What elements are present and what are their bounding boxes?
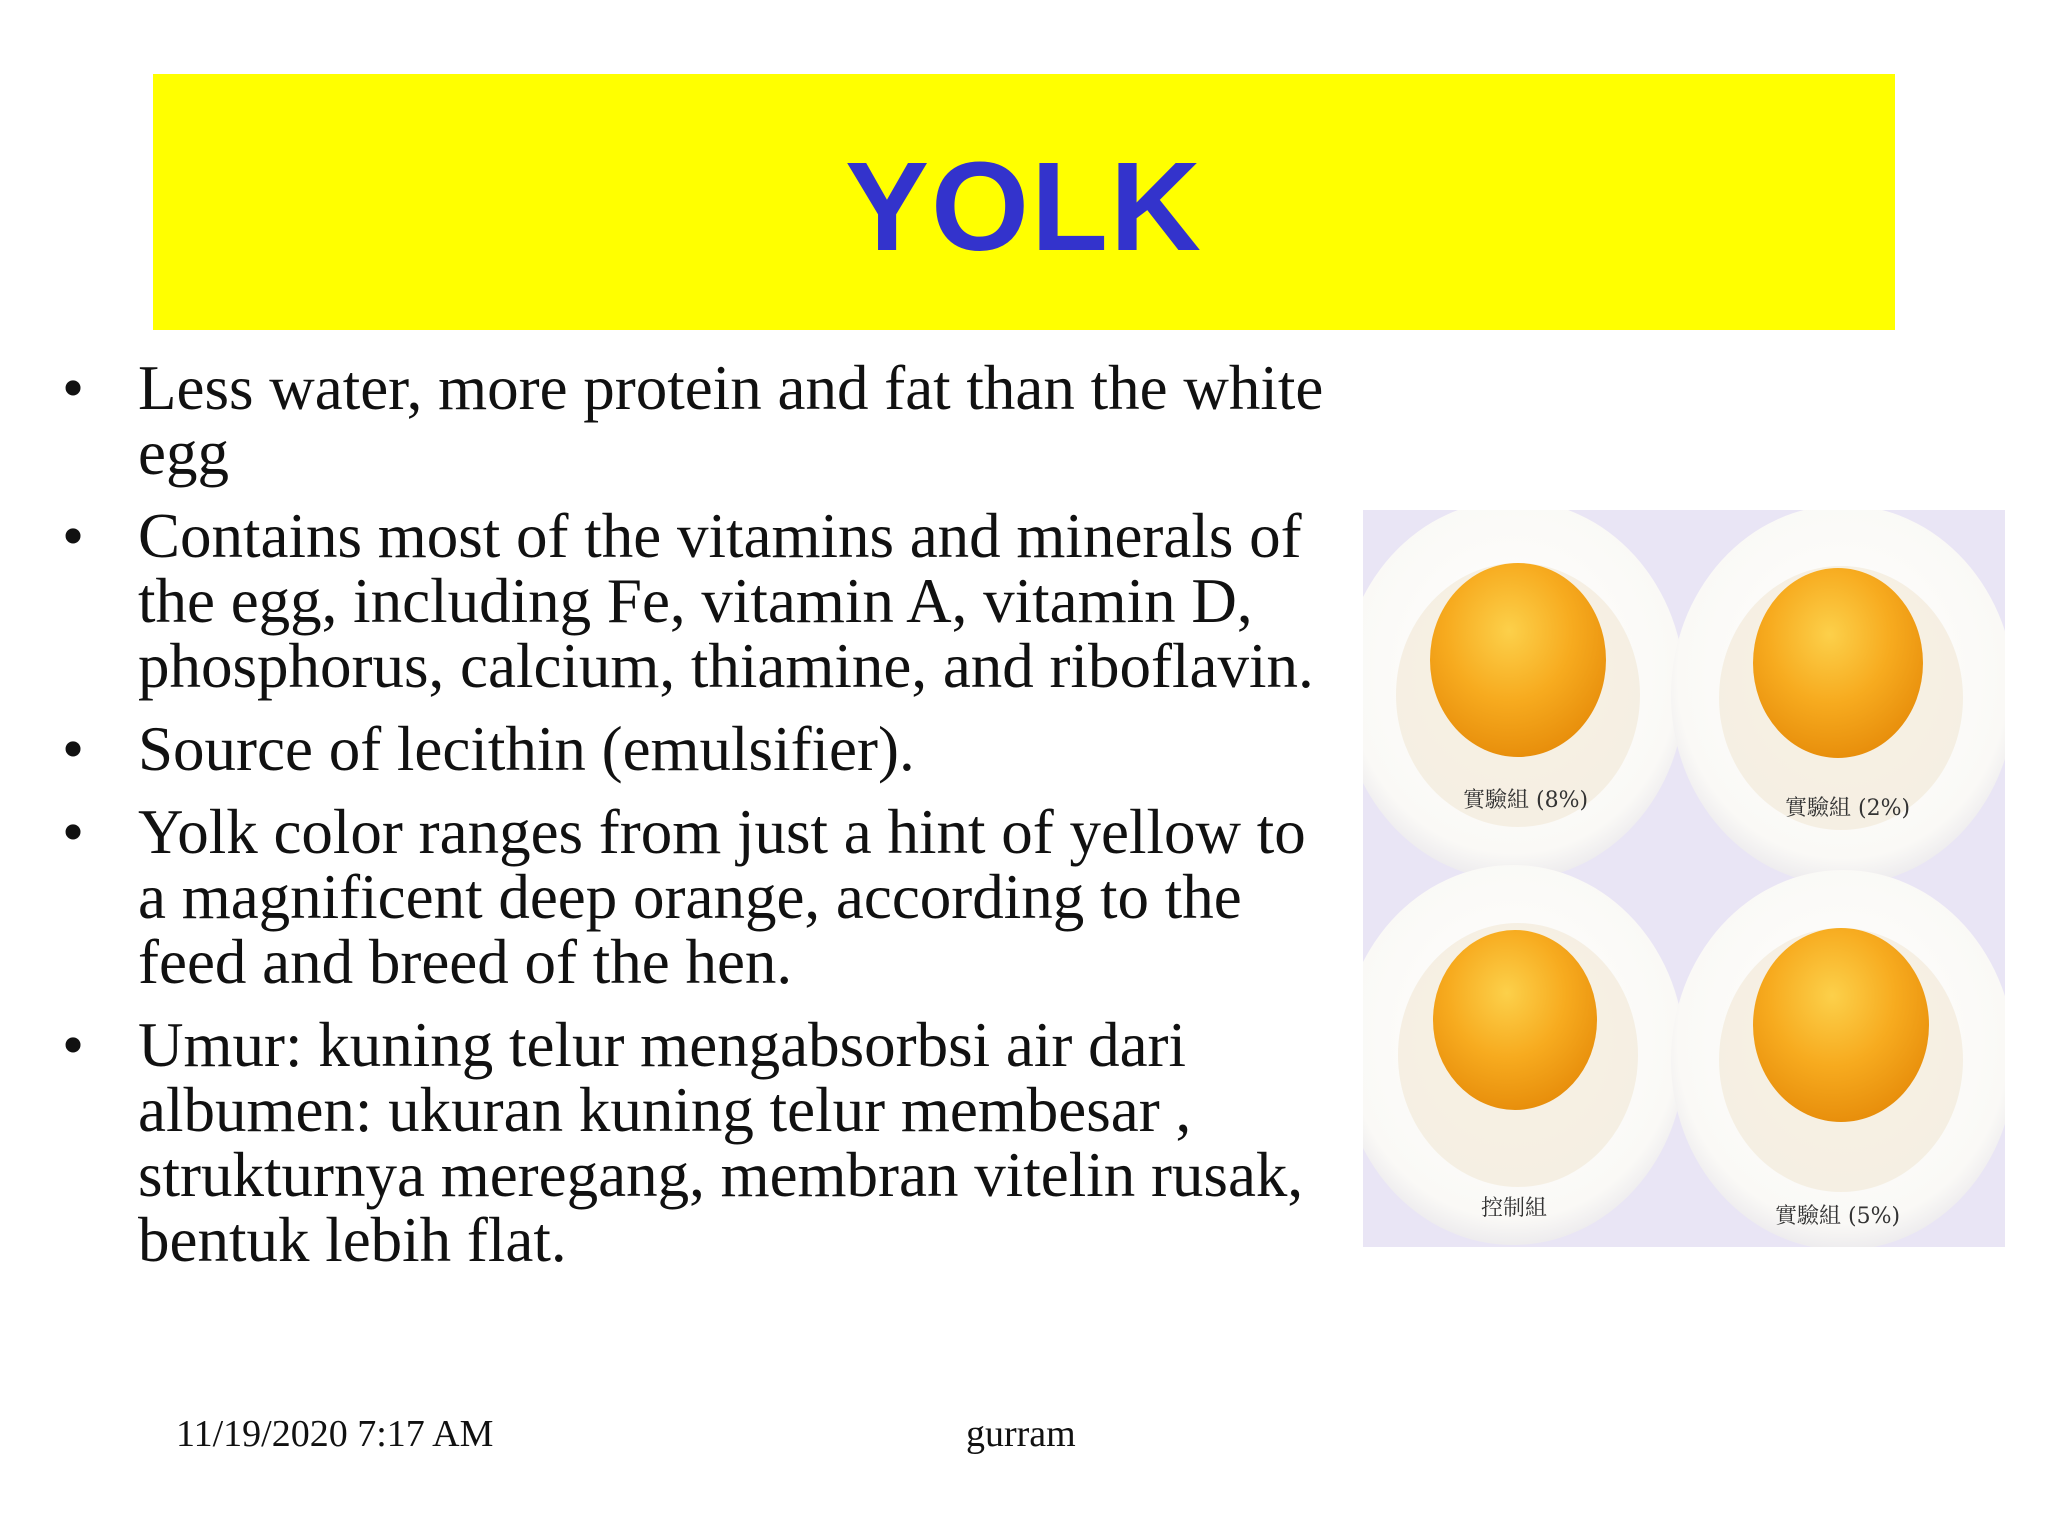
yolk-top-right (1753, 568, 1923, 758)
bullet-item (56, 714, 1346, 784)
bullet-item (56, 353, 1346, 488)
egg-plate-bottom-right (1671, 870, 2005, 1247)
bullet-item (56, 501, 1346, 701)
label-bottom-right: 實驗組 (5%) (1775, 1204, 1901, 1229)
egg-plate-top-right (1671, 510, 2005, 885)
label-top-right: 實驗組 (2%) (1785, 796, 1911, 821)
bullet-marker: • (62, 501, 85, 571)
bullet-marker: • (62, 353, 85, 423)
bullet-text: Less water, more protein and fat than the white egg (138, 353, 1324, 488)
bullet-text: Yolk color ranges from just a hint of yellow to a magnificent deep orange, according to the feed and breed of the hen. (138, 797, 1306, 997)
footer-author: gurram (966, 1413, 1076, 1455)
yolk-bottom-right (1753, 928, 1929, 1122)
footer-date: 11/19/2020 7:17 AM (176, 1413, 494, 1455)
slide-title: YOLK (844, 135, 1203, 277)
bullet-text: Contains most of the vitamins and minerals of the egg, including Fe, vitamin A, vitamin D, phosphorus, calcium, thiamine, and riboflavin. (138, 501, 1314, 701)
bullet-text: Source of lecithin (emulsifier). (138, 714, 915, 784)
bullet-marker: • (62, 1010, 85, 1080)
label-top-left: 實驗組 (8%) (1463, 788, 1589, 813)
label-bottom-left: 控制組 (1481, 1196, 1548, 1221)
bullet-text: Umur: kuning telur mengabsorbsi air dari albumen: ukuran kuning telur membesar , strukturnya meregang, membran vitelin rusak, bentuk lebih flat. (138, 1010, 1304, 1275)
yolk-bottom-left (1433, 930, 1597, 1110)
bullet-item (56, 1010, 1346, 1275)
title-banner (153, 74, 1895, 330)
bullet-list (56, 353, 1346, 1291)
yolk-top-left (1430, 563, 1606, 757)
bullet-item (56, 797, 1346, 997)
bullet-marker: • (62, 797, 85, 867)
bullet-marker: • (62, 714, 85, 784)
egg-yolk-photo (1363, 510, 2005, 1247)
